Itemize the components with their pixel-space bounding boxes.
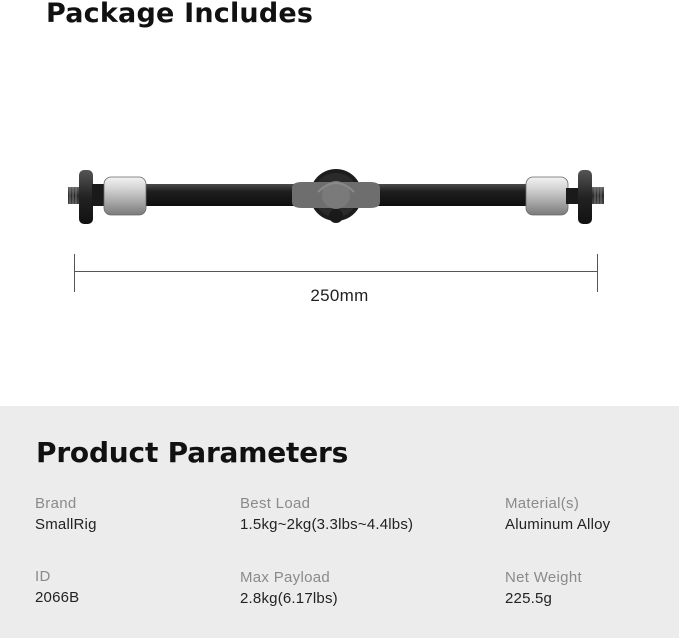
param-label: Net Weight	[505, 569, 582, 586]
package-includes-title: Package Includes	[46, 0, 314, 29]
product-parameters-section	[0, 406, 679, 638]
param-id	[35, 568, 79, 606]
param-label: Max Payload	[240, 569, 331, 586]
param-value: 2.8kg(6.17lbs)	[240, 590, 338, 607]
param-value: Aluminum Alloy	[505, 516, 611, 533]
param-label: ID	[35, 568, 51, 585]
param-max-payload	[240, 569, 338, 607]
param-value: 225.5g	[505, 590, 553, 607]
param-value: 2066B	[35, 589, 80, 606]
param-best-load	[240, 495, 413, 533]
dimension-label: 250mm	[310, 286, 369, 305]
param-net-weight	[505, 569, 582, 607]
param-value: SmallRig	[35, 516, 97, 533]
param-value: 1.5kg~2kg(3.3lbs~4.4lbs)	[240, 516, 414, 533]
param-material	[505, 495, 610, 533]
param-brand	[35, 495, 97, 533]
param-label: Best Load	[240, 495, 311, 512]
param-label: Material(s)	[505, 495, 580, 512]
magic-arm-product-image	[56, 160, 616, 234]
dimension-bar	[74, 271, 598, 272]
param-label: Brand	[35, 495, 77, 512]
product-parameters-title: Product Parameters	[36, 436, 349, 469]
